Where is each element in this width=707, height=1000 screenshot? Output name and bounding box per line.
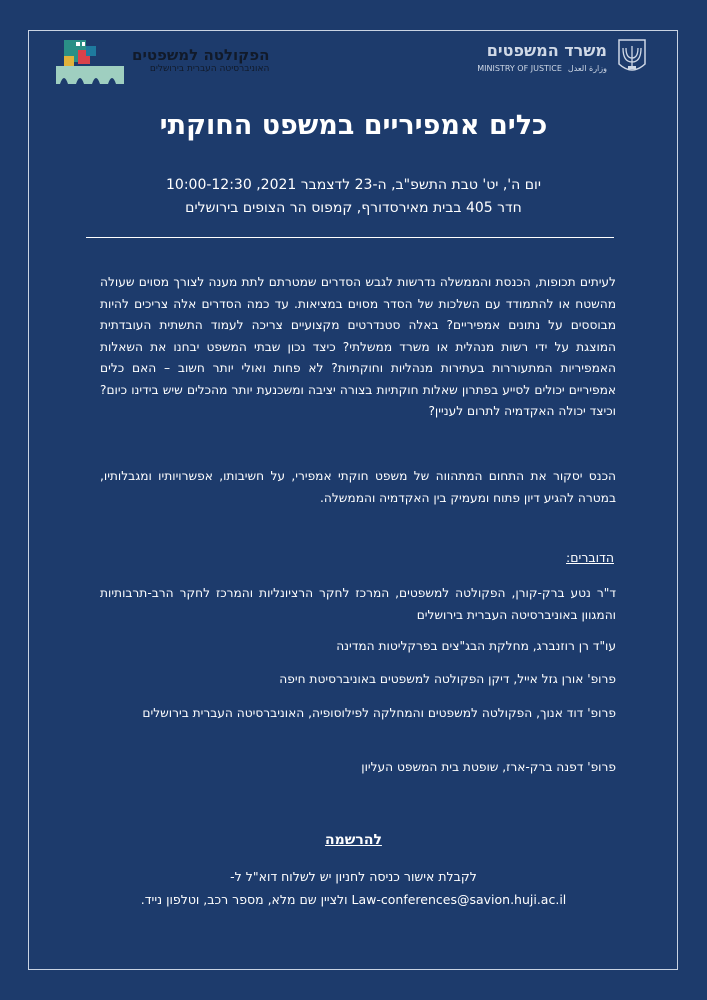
event-details: [0, 174, 707, 220]
menorah-emblem-icon: [617, 38, 647, 76]
ministry-name-english: MINISTRY OF JUSTICE: [477, 64, 562, 73]
faculty-name: הפקולטה למשפטים: [132, 46, 270, 64]
page-title: כלים אמפיריים במשפט החוקתי: [159, 110, 548, 141]
registration-heading: להרשמה: [325, 832, 382, 848]
speaker-item: פרופ' דפנה ברק-ארז, שופטת בית המשפט העליון: [361, 760, 616, 774]
speakers-heading: הדוברים:: [566, 550, 614, 565]
speaker-item: פרופ' אורן גזל אייל, דיקן הפקולטה למשפטים באוניברסיטת חיפה: [279, 672, 616, 686]
ministry-name-arabic: وزارة العدل: [567, 64, 607, 73]
summary-paragraph: הכנס יסקור את התחום המתהווה של משפט חוקתי אמפירי, על חשיבותו, אפשרויותיו ומגבלותיו, במטרה להגיע דיון פתוח ומעמיק בין האקדמיה והממשלה.: [100, 469, 616, 505]
registration-email-line: Law-conferences@savion.huji.ac.il ולציין שם מלא, מספר רכב, וטלפון נייד.: [140, 892, 567, 907]
event-date-time: יום ה', יט' טבת התשפ"ב, ה-23 לדצמבר 2021, 10:00-12:30: [166, 177, 541, 193]
speaker-item: ד"ר נטע ברק-קורן, הפקולטה למשפטים, המרכז לחקר הרציונליות והמרכז לחקר הרב-תרבותיות והמגוון באוניברסיטה העברית בירושלים: [100, 586, 616, 622]
registration-instructions: לקבלת אישור כניסה לחניון יש לשלוח דוא"ל ל-: [230, 869, 477, 884]
event-location: חדר 405 בבית מאירסדורף, קמפוס הר הצופים בירושלים: [185, 200, 522, 216]
faculty-building-icon: [56, 36, 124, 84]
ministry-name-hebrew: משרד המשפטים: [486, 41, 607, 60]
speaker-item: פרופ' דוד אנוך, הפקולטה למשפטים והמחלקה לפילוסופיה, האוניברסיטה העברית בירושלים: [142, 706, 616, 720]
faculty-logo: [56, 36, 269, 84]
intro-paragraph: לעיתים תכופות, הכנסת והממשלה נדרשות לגבש הסדרים שמטרתם לתת מענה לצורך מסוים שעולה מהשטח או להתמודד עם השלכות של הסדר מסוים במציאות. עד כמה הסדרים אלה צריכים להיות מבוססים על נתונים אמפיריים? באלה סטנדרטים מקצועיים צריכה לעמוד התשתית העובדתית המוצגת על ידי רשות מנהלית או משרד ממשלתי? כיצד נכון שבתי המשפט יבחנו את השאלות האמפיריות המתעוררות בעתירות מנהליות וחוקתיות? לא פחות ואולי יותר חשוב – האם כלים אמפיריים יכולים לסייע בפתרון שאלות חוקתיות בצורה יציבה ומשכנעת יותר מהכלים שיש בידינו כיום? וכיצד יכולה האקדמיה לתרום לעניין?: [100, 275, 616, 418]
faculty-university: האוניברסיטה העברית בירושלים: [149, 64, 270, 74]
divider: [86, 237, 614, 238]
speaker-item: עו"ד רן רוזנברג, מחלקת הבג"צים בפרקליטות המדינה: [336, 639, 616, 653]
ministry-logo: [477, 38, 647, 76]
